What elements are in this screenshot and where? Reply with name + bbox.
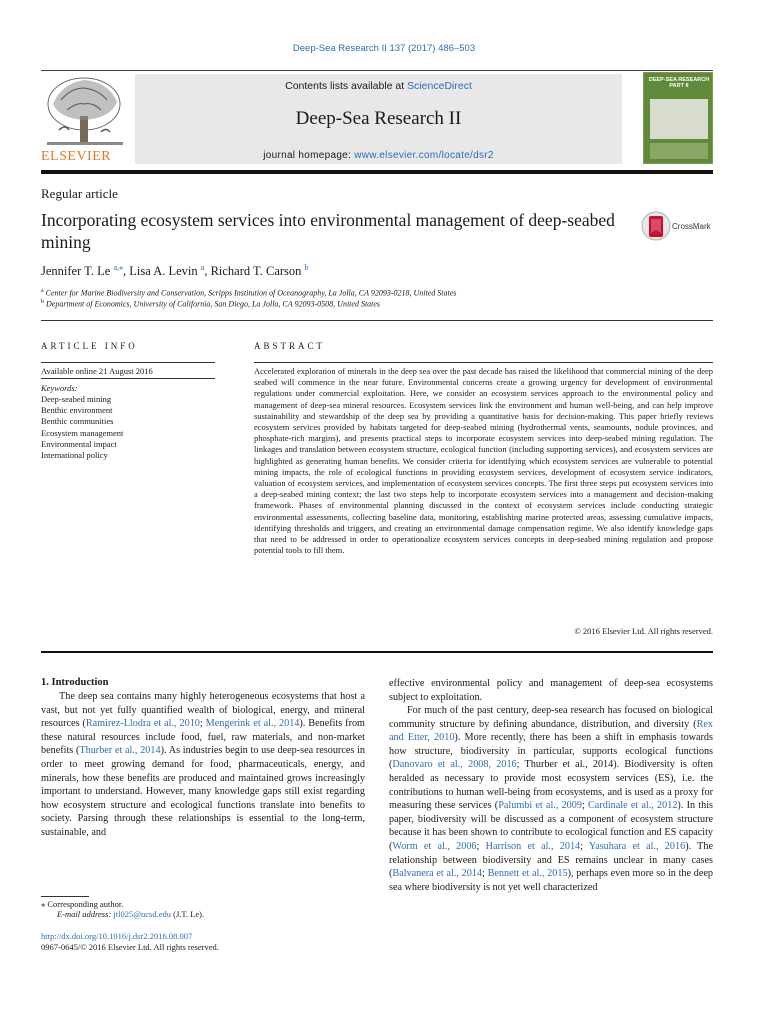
keywords-list xyxy=(41,394,221,461)
keyword: Benthic environment xyxy=(41,405,113,416)
citation-link[interactable]: Worm et al., 2006 xyxy=(392,840,477,852)
header-bottom-rule xyxy=(41,170,713,174)
elsevier-wordmark: ELSEVIER xyxy=(41,149,112,164)
header-top-rule xyxy=(41,70,713,71)
front-matter-bottom-rule xyxy=(41,651,713,653)
keyword: Environmental impact xyxy=(41,438,117,449)
citation-link[interactable]: Mengerink et al., 2014 xyxy=(205,718,300,730)
body-text: ). As industries begin to use deep-sea resources in order to meet growing demand for food, pharmaceuticals, energy, and minerals, how these benefits are produced and maintained grows increasingly important to understand. However, many knowledge gaps still exist regarding how ecosystem structure and ecological functions translate into benefits to society. Parsing through these relationships is essential to the long-term, sustainable, and xyxy=(41,745,365,838)
article-title: Incorporating ecosystem services into environmental management of deep-seabed mining xyxy=(41,210,615,252)
contents-line xyxy=(135,80,622,92)
citation-link[interactable]: Rex and Etter, 2010 xyxy=(389,718,713,744)
citation-link[interactable]: Cardinale et al., 2012 xyxy=(588,800,678,812)
body-text: ; xyxy=(476,840,486,852)
homepage-prefix: journal homepage: xyxy=(263,150,355,161)
body-text: ). The relationship between biodiversity and ES remains unclear in many cases ( xyxy=(389,840,714,880)
journal-cover-thumbnail[interactable] xyxy=(643,72,713,164)
homepage-link[interactable]: www.elsevier.com/locate/dsr2 xyxy=(354,150,494,161)
abstract-copyright: © 2016 Elsevier Ltd. All rights reserved. xyxy=(574,626,713,636)
article-type: Regular article xyxy=(41,186,118,201)
journal-citation[interactable]: Deep-Sea Research II 137 (2017) 486–503 xyxy=(292,43,476,54)
intro-paragraph-continued: effective environmental policy and management of deep-sea ecosystems subject to exploitation. xyxy=(389,678,713,703)
cover-image xyxy=(650,99,708,139)
author[interactable]: Lisa A. Levin $^a$ xyxy=(129,263,205,279)
crossmark-badge[interactable] xyxy=(641,211,713,241)
body-text: ). More recently, there has been a shift in emphasis towards how structure, biodiversity in particular, supports ecological functions ( xyxy=(389,732,713,771)
email-note: E-mail address: jtl025@ucsd.edu (J.T. Le). xyxy=(57,909,205,919)
contents-prefix: Contents lists available at xyxy=(285,80,408,92)
author-affiliation-marker[interactable]: b xyxy=(304,263,309,272)
affiliation-b: $^b$ Department of Economics, University of California, San Diego, La Jolla, CA 92093-0508, United States xyxy=(41,299,381,309)
article-info-rule-2 xyxy=(41,378,215,379)
abstract-heading: ABSTRACT xyxy=(254,341,326,351)
citation-link[interactable]: Yasuhara et al., 2016 xyxy=(588,840,686,852)
citation-link[interactable]: Thurber et al., 2014 xyxy=(79,745,161,757)
keywords-title: Keywords: xyxy=(41,383,78,393)
author-affiliation-marker[interactable]: a xyxy=(200,263,205,272)
citation-link[interactable]: Danovaro et al., 2008, 2016 xyxy=(392,759,517,771)
citation-link[interactable]: Bennett et al., 2015 xyxy=(487,868,568,880)
keyword: Benthic communities xyxy=(41,416,114,427)
cover-image-strip xyxy=(650,143,708,159)
section-heading-introduction: 1. Introduction xyxy=(41,677,109,688)
citation-link[interactable]: Palumbi et al., 2009 xyxy=(498,800,582,812)
author[interactable]: Jennifer T. Le $^{a,⁎}$ xyxy=(41,263,123,279)
author-list: Jennifer T. Le $^{a,⁎}$, Lisa A. Levin $^a$, Richard T. Carson $^b$ xyxy=(41,263,309,279)
body-text: ; xyxy=(199,718,206,730)
crossmark-icon xyxy=(641,211,671,241)
cover-title: DEEP-SEA RESEARCH PART II xyxy=(648,77,710,89)
article-info-rule xyxy=(41,362,215,363)
abstract-rule xyxy=(254,362,713,363)
keyword: International policy xyxy=(41,450,108,461)
available-online: Available online 21 August 2016 xyxy=(41,366,153,376)
email-link[interactable]: jtl025@ucsd.edu xyxy=(113,909,171,919)
abstract-text: Accelerated exploration of minerals in the deep sea over the past decade has raised the likelihood that commercial mining of the deep seabed will commence in the near future. Environmental concerns create a growing urgency for development of environmental regulations under commercial exploitation. Here, we consider an ecosystem services approach to the environmental policy and management of deep-sea mineral resources. Ecosystem services link the environment and human well-being, and can help improve sustainability and stewardship of the deep sea by providing a quantitative basis for decision-making. This paper briefly reviews ecosystem services provided by habitats targeted for deep-seabed mining (hydrothermal vents, seamounts, nodule provinces, and phosphate-rich margins), and presents practical steps to incorporate ecosystem services into deep-seabed mining regulation. The linkages and translation between ecosystem structure, ecological function (including supporting services), and ecosystem services are highlighted as generating human benefits. We consider criteria for identifying which ecosystem services are vulnerable to potential mining impacts, the role of ecological functions in providing ecosystem services, development of ecosystem service indicators, valuation of ecosystem services, and implementation of ecosystem services concepts. The first three steps put ecosystem services into a deep-seabed mining context; the last two steps help to incorporate ecosystem services into a management and decision-making framework. Phases of environmental planning discussed in the context of ecosystem services include conducting strategic environmental assessments, collecting baseline data, monitoring, establishing marine protected areas, assessing cumulative impacts, identifying thresholds and triggers, and creating an environmental damage compensation regime. We also identify knowledge gaps that need to be addressed in order to operationalize ecosystem services concepts in deep-seabed mining regulation and propose potential tools to fill them. xyxy=(254,366,713,556)
intro-paragraph-1 xyxy=(41,690,365,840)
body-text: ; xyxy=(482,868,488,880)
journal-homepage xyxy=(135,150,622,161)
keyword: Ecosystem management xyxy=(41,427,124,438)
citation-link[interactable]: Ramirez-Llodra et al., 2010 xyxy=(85,718,200,730)
body-text: ; Thurber et al., 2014). Biodiversity is often heralded as necessary to provide most ecosystem services (ES), i.e. the contributions to human well-being from ecosystems, and is used as a proxy for measuring these services ( xyxy=(389,759,713,812)
author-affiliation-marker[interactable]: a,⁎ xyxy=(113,263,123,272)
sciencedirect-link[interactable]: ScienceDirect xyxy=(407,80,472,92)
keyword: Deep-seabed mining xyxy=(41,394,112,404)
doi-link[interactable]: http://dx.doi.org/10.1016/j.dsr2.2016.08.007 xyxy=(41,931,193,941)
body-text: ). In this paper, biodiversity will be discussed as a component of ecosystem structure because it has been shown to contribute to ecological function and ES capacity ( xyxy=(389,800,713,852)
body-text: ; xyxy=(581,800,589,812)
footnote-rule xyxy=(41,896,89,897)
body-text: ), perhaps even more so in the deep sea where biodiversity is not yet well characterized xyxy=(389,868,713,893)
citation-link[interactable]: Balvanera et al., 2014 xyxy=(392,868,483,880)
body-text: ). Benefits from these natural resources include food, fuel, raw materials, and non-market benefits ( xyxy=(41,718,365,757)
body-text: For much of the past century, deep-sea research has focused on biological community structure by defining abundance, distribution, and diversity ( xyxy=(389,705,713,730)
journal-name: Deep-Sea Research II xyxy=(295,108,462,129)
article-info-heading: ARTICLE INFO xyxy=(41,341,138,351)
author[interactable]: Richard T. Carson $^b$ xyxy=(210,263,309,279)
citation-link[interactable]: Harrison et al., 2014 xyxy=(485,840,581,852)
body-text: ; xyxy=(580,840,589,852)
intro-paragraph-2 xyxy=(389,704,713,894)
corresponding-author-note: ⁎ Corresponding author. xyxy=(41,899,124,909)
crossmark-label: CrossMark xyxy=(672,222,711,231)
issn-copyright: 0967-0645/© 2016 Elsevier Ltd. All rights reserved. xyxy=(41,942,219,952)
section-divider xyxy=(41,320,713,321)
affiliation-a: $^a$ Center for Marine Biodiversity and Conservation, Scripps Institution of Oceanography, La Jolla, CA 92093-0218, United States xyxy=(41,288,457,298)
body-text: The deep sea contains many highly heterogeneous ecosystems that host a vast, but not yet fully quantified wealth of biological, energy, and mineral resources ( xyxy=(41,691,365,730)
